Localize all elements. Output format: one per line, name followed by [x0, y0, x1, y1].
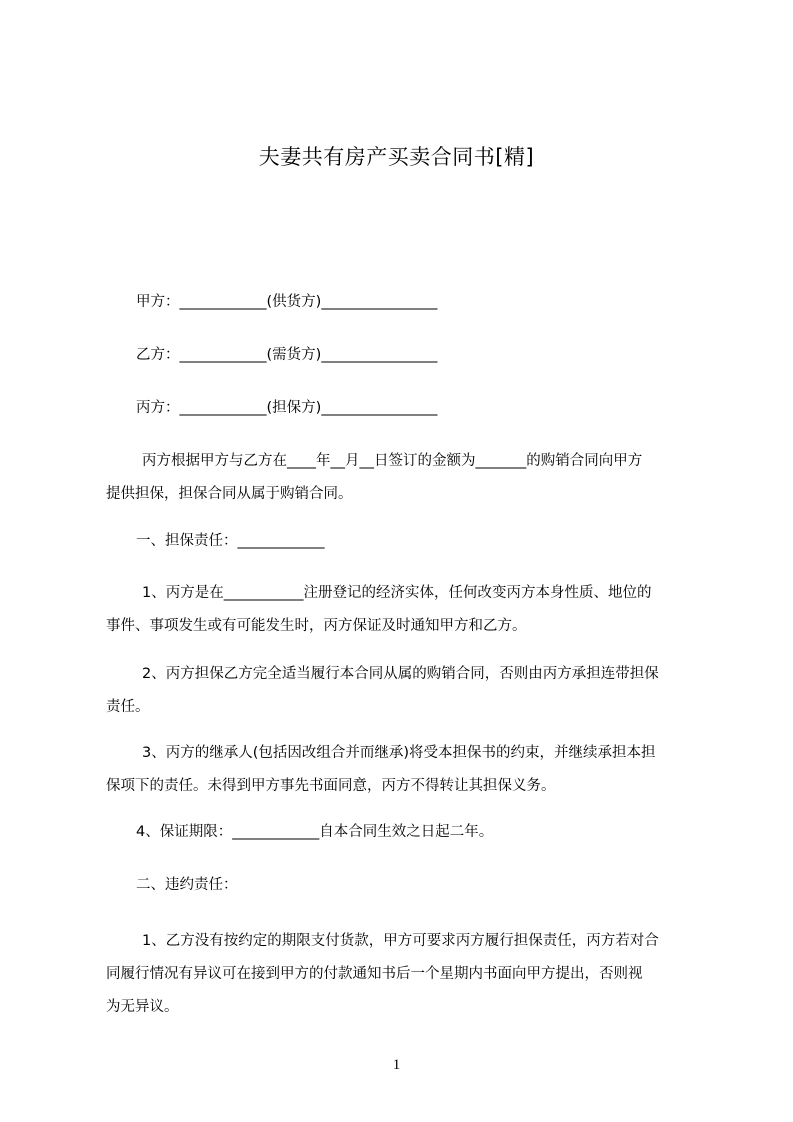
- intro-line-1: 丙方根据甲方与乙方在____年__月__日签订的金额为_______的购销合同向甲方: [142, 453, 643, 469]
- clause-2-1: [106, 925, 711, 1024]
- party-a-line: 甲方：____________(供货方)________________: [136, 294, 438, 310]
- party-c-line: 丙方：____________(担保方)________________: [136, 400, 438, 416]
- clause-1-4: 4、保证期限：____________自本合同生效之日起二年。: [136, 824, 494, 840]
- clause-2-1-line-2: 同履行情况有异议可在接到甲方的付款通知书后一个星期内书面向甲方提出，否则视: [106, 966, 643, 982]
- section-2-heading: 二、违约责任：: [136, 877, 238, 893]
- intro-line-2: 提供担保，担保合同从属于购销合同。: [106, 486, 353, 502]
- intro-paragraph: [106, 445, 711, 511]
- document-title: 夫妻共有房产买卖合同书[精]: [258, 145, 535, 169]
- page-number: 1: [392, 1057, 401, 1073]
- clause-1-3-line-2: 保项下的责任。未得到甲方事先书面同意，丙方不得转让其担保义务。: [106, 778, 556, 794]
- clause-1-2-line-2: 责任。: [106, 699, 150, 715]
- clause-1-1-line-1: 1、丙方是在___________注册登记的经济实体，任何改变丙方本身性质、地位的: [142, 585, 652, 601]
- clause-1-2-line-1: 2、丙方担保乙方完全适当履行本合同从属的购销合同，否则由丙方承担连带担保: [142, 666, 659, 682]
- section-1-heading: 一、担保责任：____________: [136, 533, 325, 549]
- clause-1-1: [106, 577, 711, 643]
- clause-1-1-line-2: 事件、事项发生或有可能发生时，丙方保证及时通知甲方和乙方。: [106, 618, 527, 634]
- party-b-line: 乙方：____________(需货方)________________: [136, 347, 438, 363]
- clause-1-3-line-1: 3、丙方的继承人(包括因改组合并而继承)将受本担保书的约束，并继续承担本担: [142, 745, 656, 761]
- clause-2-1-line-1: 1、乙方没有按约定的期限支付货款，甲方可要求丙方履行担保责任，丙方若对合: [142, 933, 659, 949]
- clause-1-2: [106, 658, 711, 724]
- clause-1-3: [106, 737, 711, 803]
- clause-2-1-line-3: 为无异议。: [106, 999, 179, 1015]
